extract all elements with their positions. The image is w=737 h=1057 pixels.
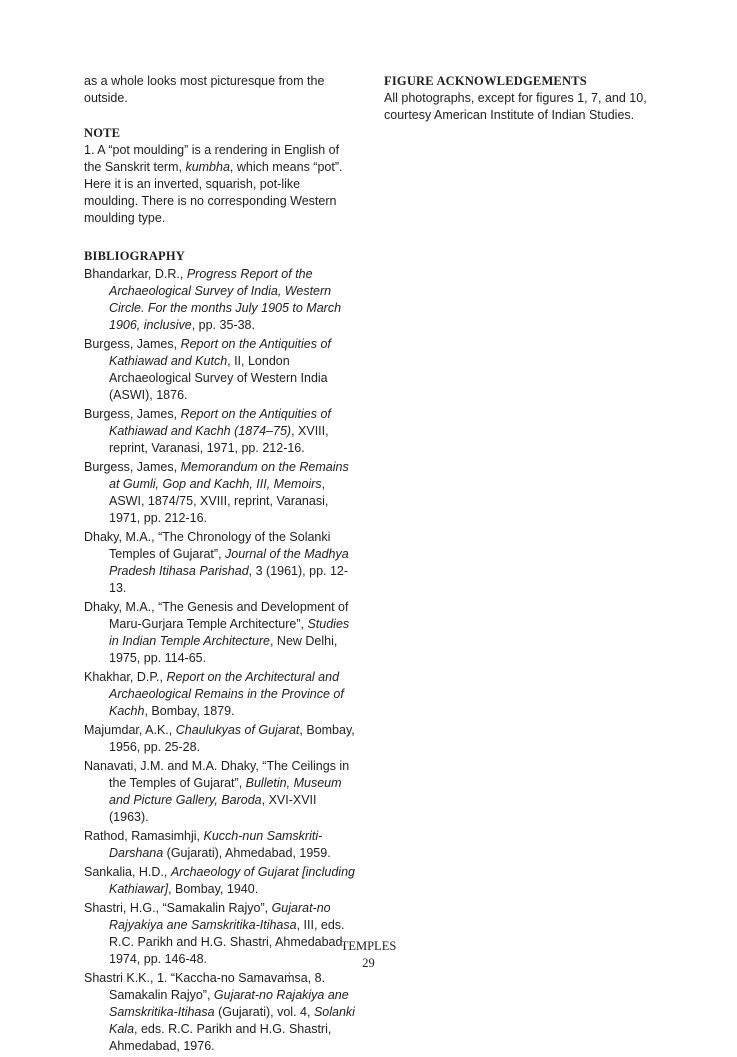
text-run: (Gujarati), Ahmedabad, 1959. [163,846,331,860]
page-number: 29 [362,956,375,970]
text-run: (Gujarati), vol. 4, [214,1005,314,1019]
note-section [84,125,356,227]
text-run: , eds. R.C. Parikh and H.G. Shastri, Ahmedabad, 1976. [109,1022,332,1053]
bibliography-entry [84,722,356,756]
bibliography-entry [84,828,356,862]
text-run: , Bombay, 1879. [144,704,235,718]
text-run: , Bombay, 1940. [168,882,259,896]
bibliography-entry [84,758,356,826]
text-run: Burgess, James, [84,460,181,474]
text-run: Dhaky, M.A., “The Genesis and Development of Maru-Gurjara Temple Architecture”, [84,600,349,631]
text-run: , pp. 35-38. [191,318,255,332]
intro-text: as a whole looks most picturesque from the outside. [84,74,325,105]
italic-title: Progress Report of the Archaeological Survey of India, Western Circle. For the months July 1905 to March 1906, inclusive [109,267,342,332]
italic-title: Studies in Indian Temple Architecture [109,617,350,648]
text-run: , New Delhi, 1975, pp. 114-65. [109,634,338,665]
italic-title: Archaeology of Gujarat [including Kathiawar] [109,865,355,896]
acknowledgements-heading: FIGURE ACKNOWLEDGEMENTS [384,74,587,88]
bibliography-entry [84,529,356,597]
note-heading: NOTE [84,126,121,140]
bibliography-heading: BIBLIOGRAPHY [84,249,186,263]
italic-title: Report on the Architectural and Archaeological Remains in the Province of Kachh [109,670,344,718]
bibliography-entry [84,336,356,404]
text-run: , XVIII, reprint, Varanasi, 1971, pp. 212-16. [109,424,329,455]
italic-title: Bulletin, Museum and Picture Gallery, Baroda [109,776,342,807]
bibliography-entry [84,599,356,667]
bibliography-entry [84,459,356,527]
text-run: Bhandarkar, D.R., [84,267,187,281]
italic-title: kumbha [185,160,230,174]
left-column [84,73,356,1057]
text-run: Nanavati, J.M. and M.A. Dhaky, “The Ceilings in the Temples of Gujarat”, [84,759,350,790]
bibliography-section [84,248,356,1055]
acknowledgements-text: All photographs, except for figures 1, 7, and 10, courtesy American Institute of Indian Studies. [384,91,647,122]
italic-title: Report on the Antiquities of Kathiawad and Kutch [109,337,331,368]
text-run: , III, eds. R.C. Parikh and H.G. Shastri, Ahmedabad, 1974, pp. 146-48. [109,918,346,966]
text-run: , Bombay, 1956, pp. 25-28. [109,723,355,754]
note-text [84,142,356,227]
text-run: Shastri K.K., 1. “Kaccha-no Samavaṁsa, 8. Samakalin Rajyo”, [84,971,326,1002]
italic-title: Chaulukyas of Gujarat [175,723,300,737]
bibliography-entry [84,669,356,720]
text-run: Shastri, H.G., “Samakalin Rajyo”, [84,901,272,915]
text-run: , II, London Archaeological Survey of Western India (ASWI), 1876. [109,354,328,402]
bibliography-entry [84,864,356,898]
text-run: Dhaky, M.A., “The Chronology of the Solanki Temples of Gujarat”, [84,530,331,561]
italic-title: Kucch-nun Samskriti-Darshana [109,829,323,860]
bibliography-entry [84,970,356,1055]
italic-title: Gujarat-no Rajakiya ane Samskritika-Itihasa [109,988,349,1019]
italic-title: Journal of the Madhya Pradesh Itihasa Parishad [109,547,349,578]
note-body [84,143,342,225]
text-run: , which means “pot”. Here it is an inverted, squarish, pot-like moulding. There is no corresponding Western moulding type. [84,160,343,225]
italic-title: Report on the Antiquities of Kathiawad and Kachh (1874–75) [109,407,331,438]
right-column [384,73,674,124]
italic-title: Solanki Kala [109,1005,355,1036]
text-run: Sankalia, H.D., [84,865,171,879]
text-run: Khakhar, D.P., [84,670,167,684]
bibliography-list [84,266,356,1055]
text-run: Burgess, James, [84,337,181,351]
text-run: , ASWI, 1874/75, XVIII, reprint, Varanasi, 1971, pp. 212-16. [109,477,329,525]
page-footer [0,938,737,972]
text-run: Majumdar, A.K., [84,723,176,737]
text-run: , XVI-XVII (1963). [109,793,317,824]
note-number: 1. [84,143,95,157]
text-run: A “pot moulding” is a rendering in English of the Sanskrit term, [84,143,340,174]
italic-title: Memorandum on the Remains at Gumli, Gop and Kachh, III, Memoirs [109,460,349,491]
running-footer-title: TEMPLES [340,939,397,953]
bibliography-entry [84,266,356,334]
bibliography-entry [84,406,356,457]
italic-title: Gujarat-no Rajyakiya ane Samskritika-Itihasa [109,901,331,932]
text-run: Burgess, James, [84,407,181,421]
text-run: , 3 (1961), pp. 12-13. [109,564,349,595]
text-run: Rathod, Ramasimhji, [84,829,204,843]
